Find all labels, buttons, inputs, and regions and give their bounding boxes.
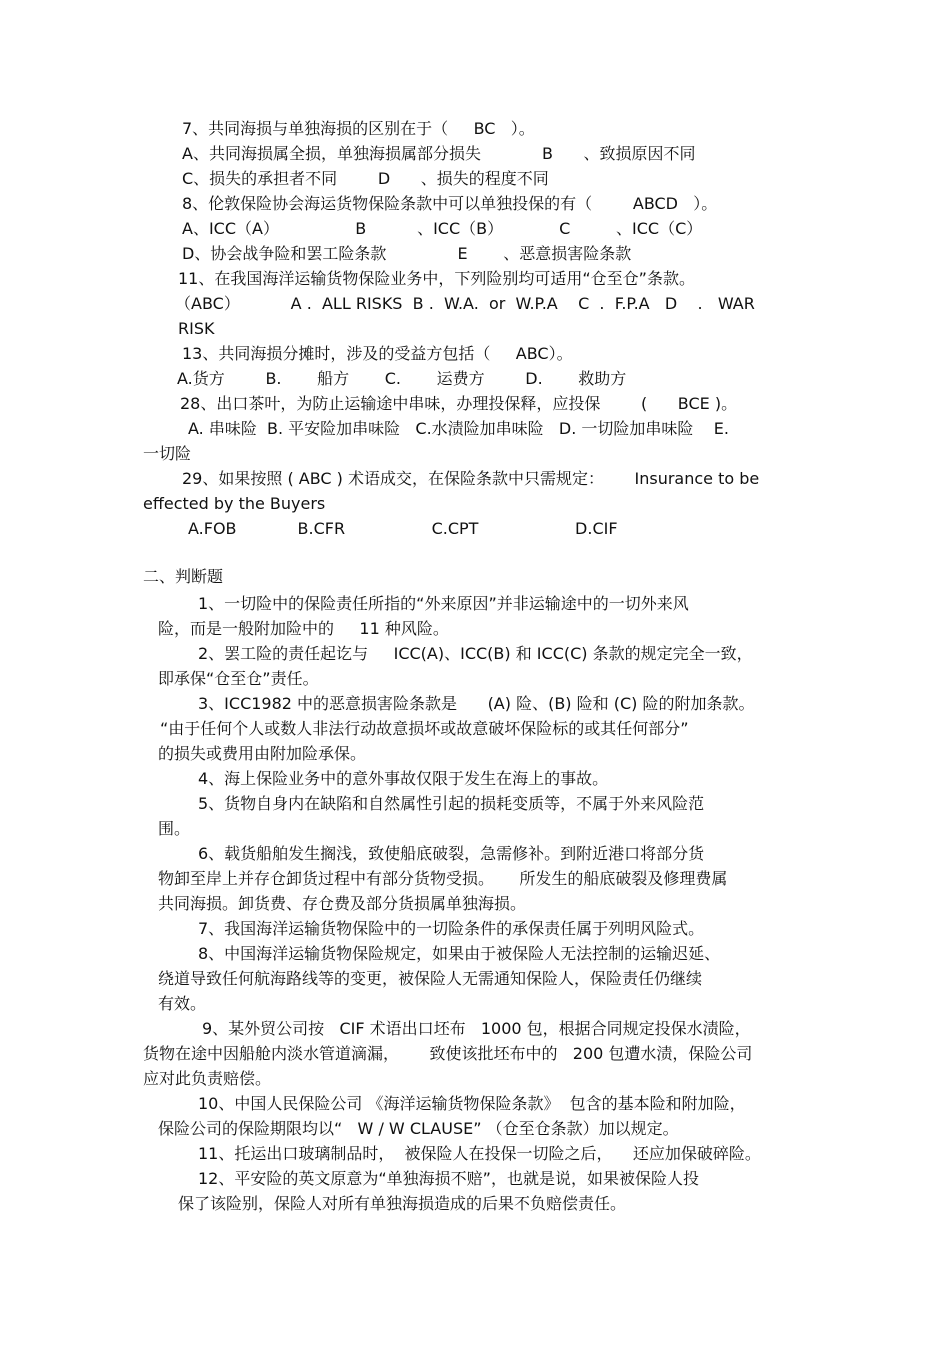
text-line-q29-b: effected by the Buyers bbox=[143, 494, 326, 513]
text-line-j8b: 绕道导致任何航海路线等的变更，被保险人无需通知保险人，保险责任仍继续 bbox=[158, 969, 703, 988]
text-line-q13: 13、共同海损分摊时，涉及的受益方包括（ ABC）。 bbox=[182, 344, 573, 363]
text-line-q8: 8、伦敦保险协会海运货物保险条款中可以单独投保的有（ ABCD ）。 bbox=[182, 194, 718, 213]
text-line-q11-risk: RISK bbox=[178, 319, 215, 338]
text-line-j5a: 5、货物自身内在缺陷和自然属性引起的损耗变质等，不属于外来风险范 bbox=[198, 794, 705, 813]
text-line-q8-abc: A、ICC（A） B 、ICC（B） C 、ICC（C） bbox=[182, 219, 703, 238]
text-line-sec2: 二、判断题 bbox=[143, 567, 224, 586]
text-line-j12a: 12、平安险的英文原意为“单独海损不赔”，也就是说，如果被保险人投 bbox=[198, 1169, 699, 1188]
text-line-q29: 29、如果按照 ( ABC ) 术语成交，在保险条款中只需规定： Insurance to be bbox=[182, 469, 760, 488]
text-line-q7-ab: A、共同海损属全损，单独海损属部分损失 B 、致损原因不同 bbox=[182, 144, 696, 163]
text-line-q29-opts: A.FOB B.CFR C.CPT D.CIF bbox=[188, 519, 618, 538]
text-line-j8a: 8、中国海洋运输货物保险规定，如果由于被保险人无法控制的运输迟延、 bbox=[198, 944, 721, 963]
text-line-j6a: 6、载货船舶发生搁浅，致使船底破裂，急需修补。到附近港口将部分货 bbox=[198, 844, 705, 863]
text-line-j3c: 的损失或费用由附加险承保。 bbox=[158, 744, 367, 763]
text-line-j4: 4、海上保险业务中的意外事故仅限于发生在海上的事故。 bbox=[198, 769, 609, 788]
text-line-j9a: 9、某外贸公司按 CIF 术语出口坯布 1000 包，根据合同规定投保水渍险， bbox=[202, 1019, 751, 1038]
text-line-j3a: 3、ICC1982 中的恶意损害险条款是 (A) 险、(B) 险和 (C) 险的附加条款。 bbox=[198, 694, 755, 713]
text-line-q8-de: D、协会战争险和罢工险条款 E 、恶意损害险条款 bbox=[182, 244, 632, 263]
text-line-j9b: 货物在途中因船舱内淡水管道滴漏， 致使该批坯布中的 200 包遭水渍，保险公司 bbox=[143, 1044, 753, 1063]
text-line-q7-cd: C、损失的承担者不同 D 、损失的程度不同 bbox=[182, 169, 549, 188]
text-line-j8c: 有效。 bbox=[158, 994, 207, 1013]
text-line-q28: 28、出口茶叶，为防止运输途中串味，办理投保释，应投保 ( BCE )。 bbox=[180, 394, 738, 413]
text-line-j5b: 围。 bbox=[158, 819, 191, 838]
text-line-j2a: 2、罢工险的责任起讫与 ICC(A)、ICC(B) 和 ICC(C) 条款的规定完全一致， bbox=[198, 644, 753, 663]
text-line-j1b: 险，而是一般附加险中的 11 种风险。 bbox=[158, 619, 449, 638]
text-line-j10b: 保险公司的保险期限均以“ W / W CLAUSE” （仓至仓条款）加以规定。 bbox=[158, 1119, 679, 1138]
text-line-j9c: 应对此负责赔偿。 bbox=[143, 1069, 272, 1088]
text-line-j7: 7、我国海洋运输货物保险中的一切险条件的承保责任属于列明风险式。 bbox=[198, 919, 705, 938]
text-line-q11-opts: （ABC） A . ALL RISKS B . W.A. or W.P.A C . F.P.A D . WAR bbox=[175, 294, 755, 313]
text-line-q28-opts: A. 串味险 B. 平安险加串味险 C.水渍险加串味险 D. 一切险加串味险 E. bbox=[188, 419, 729, 438]
text-line-j6c: 共同海损。卸货费、存仓费及部分货损属单独海损。 bbox=[158, 894, 527, 913]
text-line-j10a: 10、中国人民保险公司 《海洋运输货物保险条款》 包含的基本险和附加险， bbox=[198, 1094, 746, 1113]
text-line-j3b: “由于任何个人或数人非法行动故意损坏或故意破坏保险标的或其任何部分” bbox=[160, 719, 689, 738]
text-line-j12b: 保了该险别，保险人对所有单独海损造成的后果不负赔偿责任。 bbox=[178, 1194, 627, 1213]
text-line-j6b: 物卸至岸上并存仓卸货过程中有部分货物受损。 所发生的船底破裂及修理费属 bbox=[158, 869, 728, 888]
text-line-q13-opts: A.货方 B. 船方 C. 运费方 D. 救助方 bbox=[177, 369, 627, 388]
text-line-q11: 11、在我国海洋运输货物保险业务中，下列险别均可适用“仓至仓”条款。 bbox=[178, 269, 695, 288]
text-line-j2b: 即承保“仓至仓”责任。 bbox=[158, 669, 319, 688]
text-line-q7: 7、共同海损与单独海损的区别在于（ BC ）。 bbox=[182, 119, 535, 138]
text-line-j11: 11、托运出口玻璃制品时， 被保险人在投保一切险之后， 还应加保破碎险。 bbox=[198, 1144, 761, 1163]
text-line-j1a: 1、一切险中的保险责任所指的“外来原因”并非运输途中的一切外来风 bbox=[198, 594, 689, 613]
text-line-q28-e: 一切险 bbox=[143, 444, 192, 463]
